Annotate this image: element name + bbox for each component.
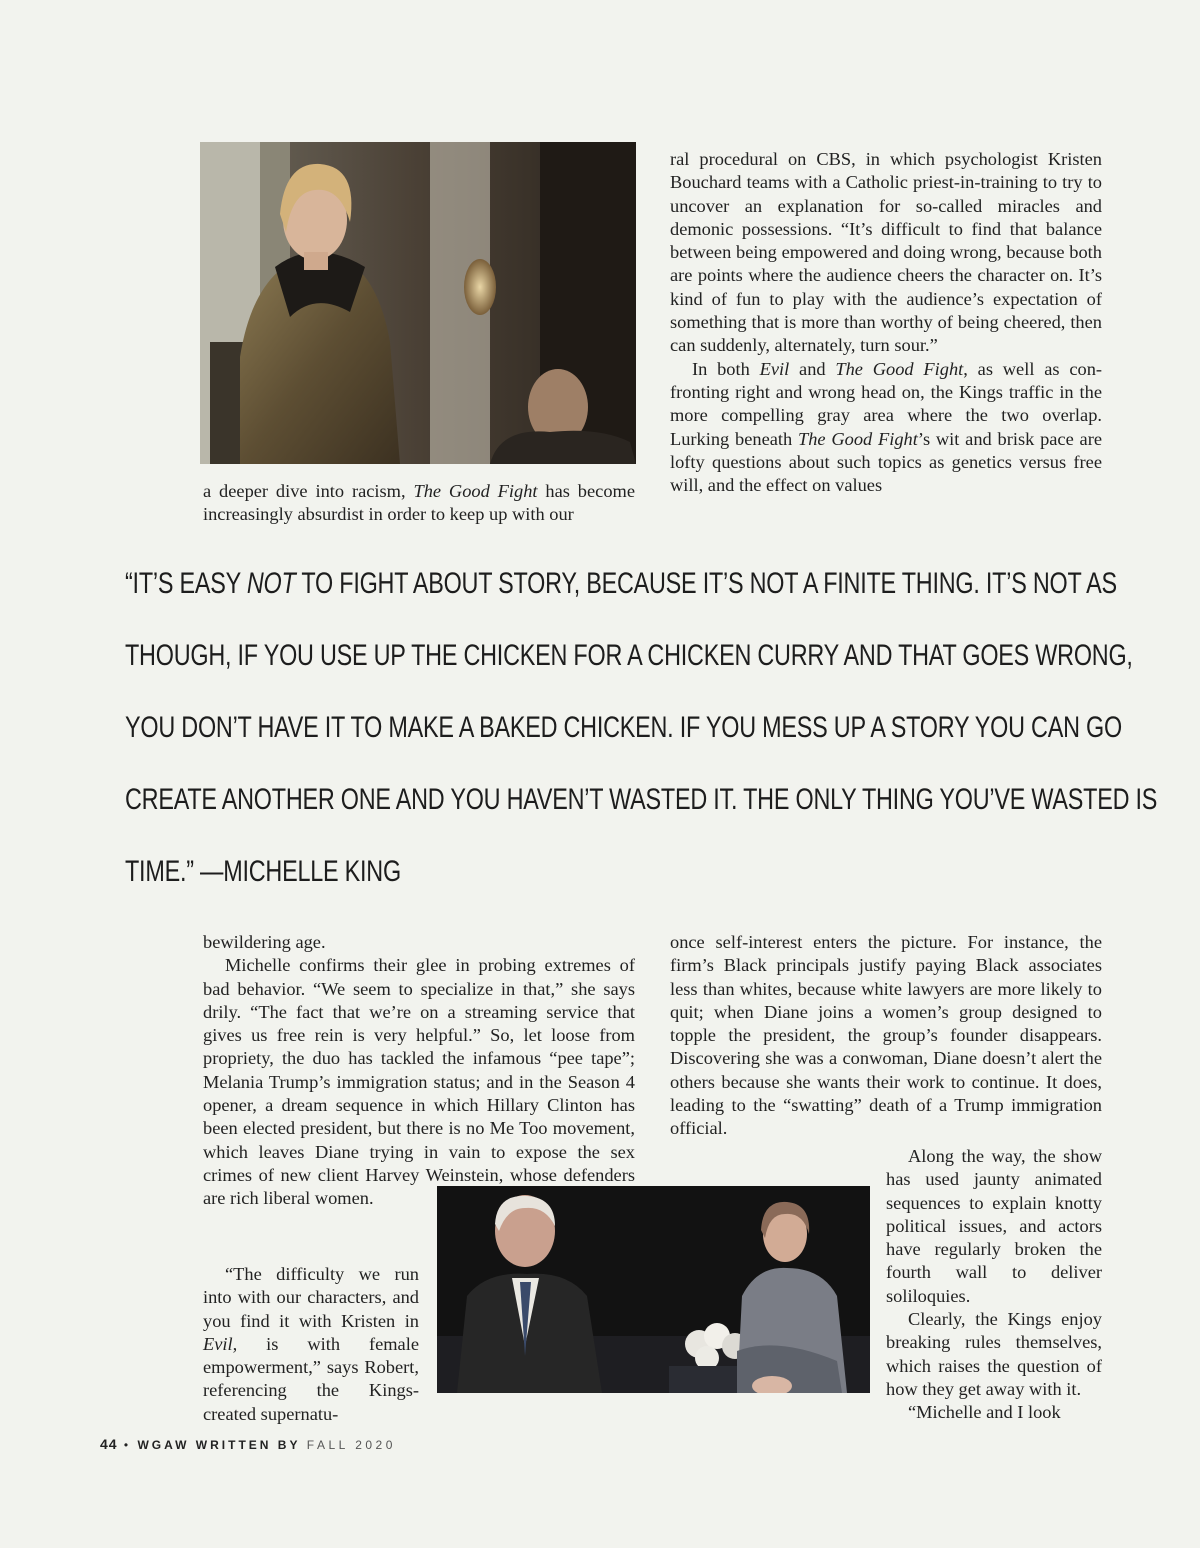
bottom-left-paragraph-2: Michelle confirms their glee in probing extremes of bad behavior. “We seem to specialize in that,” she says drily. “The fact that we’re on a streaming service that gives us free rein is very helpful.” So, let loose from propriety, the duo has tackled the infamous “pee tape”; Melania Trump’s immigration status; and in the Season 4 opener, a dream sequence in which Hillary Clinton has been elected president, but there is no Me Too movement, which leaves Diane trying in vain to expose the sex crimes of new client Harvey Weinstein, whose defenders are rich liberal women. — [203, 955, 635, 1209]
top-left-paragraph — [203, 480, 635, 527]
text-run: has become increasingly absurdist in order to keep up with our — [203, 481, 635, 525]
pull-quote — [125, 548, 1158, 908]
bottom-left-paragraph-1: bewildering age. — [203, 932, 326, 952]
bottom-right-paragraph-4: “Michelle and I look — [908, 1402, 1061, 1423]
top-right-paragraph-1: ral procedural on CBS, in which psychologist Kristen Bouchard teams with a Catholic priest-in-training to try to uncover an explanation for so-called miracles and demonic possessions. “It’s difficult to find that balance between being empowered and doing wrong, because both are points where the audience cheers the character on. It’s kind of fun to play with the audience’s expectation of something that is more than worthy of being cheered, then can suddenly, alternately, turn sour.” — [670, 149, 1102, 356]
text-run: is with female empowerment,” says Robert, referencing the Kings-created supernatu- — [203, 1333, 419, 1424]
italic-title: The Good Fight — [798, 428, 918, 449]
publication-name: WGAW WRITTEN BY — [137, 1438, 301, 1452]
footer-bullet: • — [123, 1438, 132, 1452]
bottom-right-paragraph-2: Along the way, the show has used jaunty animated sequences to explain knotty political issues, and actors have regularly broken the fourth wall to deliver soliloquies. — [886, 1146, 1102, 1306]
pull-quote-line-1 — [125, 548, 1117, 620]
pull-quote-line-5: TIME.” —MICHELLE KING — [125, 855, 401, 888]
issue-date: FALL 2020 — [306, 1438, 396, 1452]
photo-kings-panel-image — [437, 1186, 870, 1393]
emphasis: NOT — [246, 567, 296, 600]
text-run: “IT’S EASY — [125, 567, 247, 600]
italic-title: The Good Fight — [835, 358, 964, 379]
pull-quote-line-4: CREATE ANOTHER ONE AND YOU HAVEN’T WASTED IT. THE ONLY THING YOU’VE WASTED IS — [125, 783, 1158, 816]
top-right-paragraph-2 — [670, 358, 1102, 498]
bottom-left-paragraph-3 — [203, 1263, 419, 1426]
pull-quote-line-3: YOU DON’T HAVE IT TO MAKE A BAKED CHICKEN. IF YOU MESS UP A STORY YOU CAN GO — [125, 711, 1122, 744]
photo-diane-scene-image — [200, 142, 636, 464]
top-left-column — [203, 480, 635, 527]
italic-title: The Good Fight — [413, 481, 538, 501]
text-run: “The difficulty we run into with our characters, and you find it with Kristen in — [203, 1264, 419, 1331]
text-run: In both — [692, 358, 760, 379]
bottom-right-column — [670, 931, 1102, 1141]
italic-title: Evil — [759, 358, 790, 379]
photo-kings-panel — [437, 1186, 870, 1393]
italic-title: Evil, — [203, 1333, 238, 1354]
text-run: and — [789, 358, 836, 379]
photo-diane-scene — [200, 142, 636, 464]
page-number: 44 — [100, 1436, 118, 1452]
page-footer — [100, 1436, 396, 1452]
text-run: a deeper dive into racism, — [203, 481, 414, 501]
text-run: ’s wit and brisk pace are lofty questions about such topics as genetics versus free will, and the effect on values — [670, 428, 1102, 496]
bottom-left-narrow-column — [203, 1263, 419, 1426]
bottom-right-paragraph-3: Clearly, the Kings enjoy breaking rules themselves, which raises the question of how they get away with it. — [886, 1309, 1102, 1399]
text-run: , as well as confronting right and wrong head on, the Kings traffic in the more compelling gray area where the two overlap. Lurking beneath — [670, 358, 1103, 449]
bottom-right-narrow-column — [886, 1145, 1102, 1425]
bottom-right-paragraph-1: once self-interest enters the picture. For instance, the firm’s Black principals justify paying Black associates less than whites, because white lawyers are more likely to quit; when Diane joins a women’s group designed to topple the president, the group’s founder disappears. Discovering she was a conwoman, Diane doesn’t alert the others because she wants their work to continue. It does, leading to the “swatting” death of a Trump immigration official. — [670, 932, 1102, 1139]
top-right-column — [670, 148, 1102, 497]
bottom-left-column — [203, 931, 635, 1211]
pull-quote-line-2: THOUGH, IF YOU USE UP THE CHICKEN FOR A CHICKEN CURRY AND THAT GOES WRONG, — [125, 639, 1133, 672]
text-run: TO FIGHT ABOUT STORY, BECAUSE IT’S NOT A FINITE THING. IT’S NOT AS — [295, 567, 1117, 600]
